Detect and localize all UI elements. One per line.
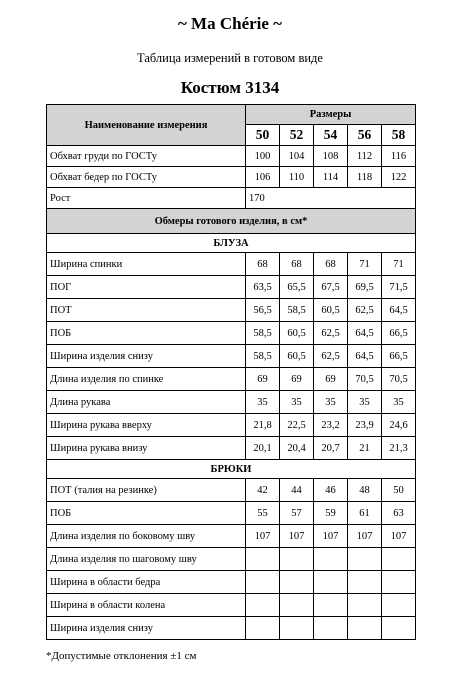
table-row [47,276,416,299]
measurement-name: Ширина в области колена [47,594,246,617]
measurement-value: 22,5 [280,414,314,437]
table-row [47,345,416,368]
table-row [47,299,416,322]
measurement-value: 68 [246,253,280,276]
measurement-value: 57 [280,502,314,525]
size-header: 54 [314,125,348,146]
table-row [47,617,416,640]
measurement-value: 107 [348,525,382,548]
body-measure-row [47,146,416,167]
measurement-name: Ширина изделия снизу [47,345,246,368]
measurement-value: 35 [246,391,280,414]
measurement-value: 107 [382,525,416,548]
measurement-value: 44 [280,479,314,502]
measurement-value: 66,5 [382,322,416,345]
measurement-value: 122 [382,167,416,188]
measurement-value: 69,5 [348,276,382,299]
measurement-value [246,548,280,571]
measurement-value: 63,5 [246,276,280,299]
measurement-name: ПОГ [47,276,246,299]
measurement-name: Обхват груди по ГОСТу [47,146,246,167]
measurement-name: Длина изделия по шаговому шву [47,548,246,571]
measurement-value: 35 [314,391,348,414]
footnote: *Допустимые отклонения ±1 см [46,650,197,662]
measurement-value: 60,5 [280,345,314,368]
measurement-value: 64,5 [382,299,416,322]
measurement-name: Обхват бедер по ГОСТу [47,167,246,188]
measurement-value: 108 [314,146,348,167]
measurement-value: 107 [246,525,280,548]
measurement-value: 64,5 [348,322,382,345]
table-row [47,253,416,276]
measurement-value: 63 [382,502,416,525]
measurement-value: 35 [280,391,314,414]
measurement-value: 114 [314,167,348,188]
measurement-value: 62,5 [348,299,382,322]
measurement-value: 55 [246,502,280,525]
measurement-value: 20,4 [280,437,314,460]
size-header: 52 [280,125,314,146]
size-header: 50 [246,125,280,146]
section-row [47,460,416,479]
measurement-value: 118 [348,167,382,188]
measurement-value: 21 [348,437,382,460]
section-row [47,234,416,253]
table-row [47,368,416,391]
table-row [47,391,416,414]
measurement-value: 46 [314,479,348,502]
measurement-name: ПОБ [47,502,246,525]
document-subtitle: Таблица измерений в готовом виде [137,51,323,65]
measurement-value: 70,5 [348,368,382,391]
measurement-value: 68 [280,253,314,276]
table-row [47,525,416,548]
table-row [47,414,416,437]
height-row [47,188,416,209]
measurement-value: 35 [382,391,416,414]
measurements-table [46,104,416,640]
measurement-value [246,594,280,617]
measurement-value [348,617,382,640]
measurement-value [382,571,416,594]
header-row [47,105,416,125]
measurement-value [280,548,314,571]
table-row [47,502,416,525]
table-row [47,594,416,617]
measurement-value: 65,5 [280,276,314,299]
table-row [47,571,416,594]
measurement-value: 21,8 [246,414,280,437]
measurement-name: Ширина спинки [47,253,246,276]
measurement-value: 69 [246,368,280,391]
measurement-name: Длина изделия по спинке [47,368,246,391]
measurement-value: 104 [280,146,314,167]
measurement-value: 66,5 [382,345,416,368]
size-header: 56 [348,125,382,146]
measurement-value: 69 [314,368,348,391]
measurement-name: ПОТ [47,299,246,322]
measurement-value: 61 [348,502,382,525]
name-column-header: Наименование измерения [47,105,246,146]
measurement-value [314,617,348,640]
measurement-name: ПОТ (талия на резинке) [47,479,246,502]
measurement-value: 71 [382,253,416,276]
measurement-name: Рост [47,188,246,209]
measurement-value: 71 [348,253,382,276]
measurement-value: 24,6 [382,414,416,437]
measurement-value: 20,1 [246,437,280,460]
measurement-value: 48 [348,479,382,502]
measurement-name: Длина изделия по боковому шву [47,525,246,548]
measurement-value: 58,5 [280,299,314,322]
measurement-value: 68 [314,253,348,276]
measurement-value: 107 [280,525,314,548]
height-value: 170 [246,188,416,209]
measurement-name: ПОБ [47,322,246,345]
table-row [47,437,416,460]
measurement-value [348,594,382,617]
measurement-value: 71,5 [382,276,416,299]
measurement-value: 62,5 [314,345,348,368]
measurement-value [314,571,348,594]
measurement-value [280,571,314,594]
measurement-value: 20,7 [314,437,348,460]
measurement-value [382,548,416,571]
measurement-value: 62,5 [314,322,348,345]
measurement-value: 21,3 [382,437,416,460]
measurement-value: 64,5 [348,345,382,368]
table-row [47,322,416,345]
size-header: 58 [382,125,416,146]
measurement-value: 60,5 [314,299,348,322]
measurement-value: 23,2 [314,414,348,437]
measurement-value: 42 [246,479,280,502]
brand-title: ~ Ma Chérie ~ [177,14,283,33]
measurement-value: 56,5 [246,299,280,322]
measurement-value: 67,5 [314,276,348,299]
measurement-value: 60,5 [280,322,314,345]
measurement-value: 23,9 [348,414,382,437]
measurement-value: 69 [280,368,314,391]
measurement-value: 35 [348,391,382,414]
measurement-value [348,571,382,594]
measurement-value [348,548,382,571]
measurement-name: Ширина в области бедра [47,571,246,594]
measurement-value: 58,5 [246,322,280,345]
measurement-value [314,548,348,571]
measurement-value [314,594,348,617]
measurement-value: 70,5 [382,368,416,391]
measurement-value [246,617,280,640]
measurement-value: 50 [382,479,416,502]
section-title: БРЮКИ [47,460,416,479]
measurement-value [382,594,416,617]
body-measure-row [47,167,416,188]
measurement-name: Ширина рукава вверху [47,414,246,437]
measurement-value: 112 [348,146,382,167]
measurement-value [280,617,314,640]
table-row [47,548,416,571]
finished-header-row [47,209,416,234]
measurement-value [382,617,416,640]
measurement-value: 110 [280,167,314,188]
section-title: БЛУЗА [47,234,416,253]
model-title: Костюм 3134 [180,78,280,97]
measurement-value [246,571,280,594]
measurement-value [280,594,314,617]
measurement-value: 106 [246,167,280,188]
measurement-name: Ширина рукава внизу [47,437,246,460]
measurement-value: 107 [314,525,348,548]
measurement-value: 58,5 [246,345,280,368]
measurement-name: Ширина изделия снизу [47,617,246,640]
measurement-value: 59 [314,502,348,525]
measurement-value: 100 [246,146,280,167]
sizes-header: Размеры [246,105,416,125]
finished-measurements-header: Обмеры готового изделия, в см* [47,209,416,234]
measurement-name: Длина рукава [47,391,246,414]
measurement-value: 116 [382,146,416,167]
table-row [47,479,416,502]
